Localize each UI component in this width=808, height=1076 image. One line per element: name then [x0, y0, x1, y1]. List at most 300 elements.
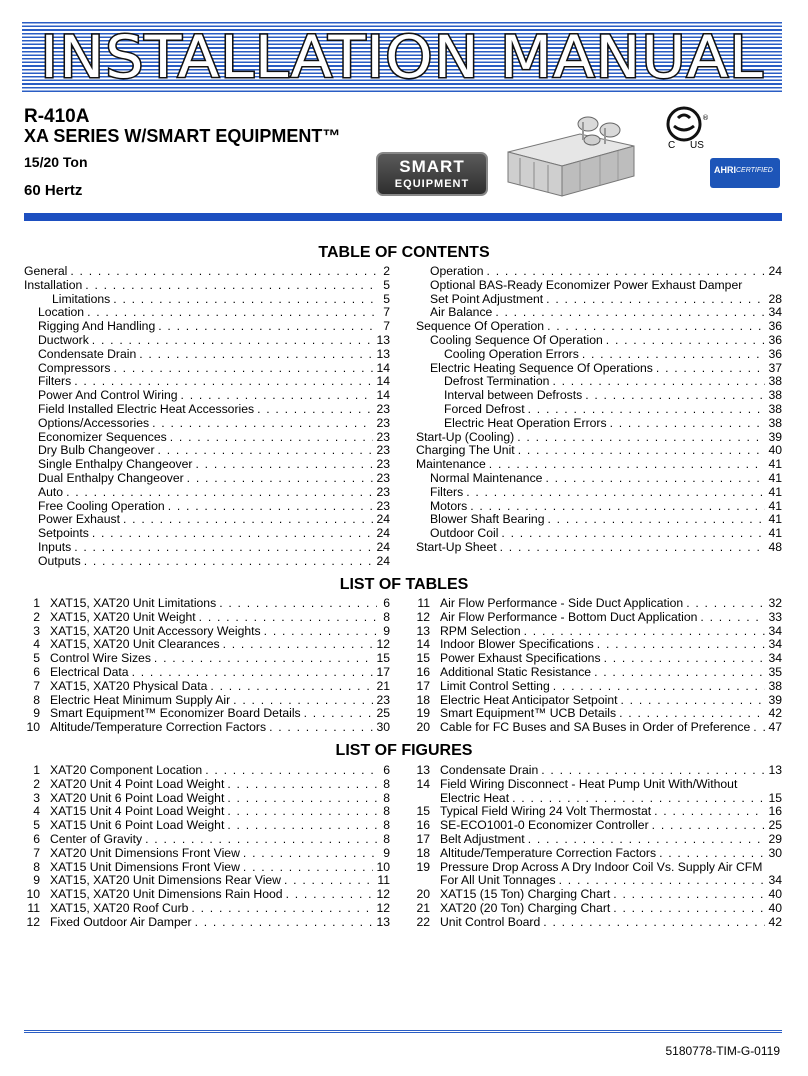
entry-page: 47	[768, 721, 782, 735]
entry-page: 39	[768, 430, 782, 444]
toc-right-column	[416, 265, 782, 555]
entry-page: 36	[768, 320, 782, 334]
dot-leader	[223, 638, 374, 652]
list-entry[interactable]	[24, 916, 390, 930]
dot-leader	[686, 597, 765, 611]
entry-text: Cooling Sequence Of Operation	[430, 333, 603, 347]
dot-leader	[187, 472, 374, 486]
entry-number: 16	[416, 665, 430, 679]
dot-leader	[113, 293, 377, 307]
entry-text: Electric Heat	[440, 791, 510, 805]
entry-text: Single Enthalpy Changeover	[38, 458, 193, 472]
dot-leader	[243, 861, 374, 875]
list-entry[interactable]	[24, 819, 390, 833]
dot-leader	[487, 265, 766, 279]
header-divider-bar	[24, 213, 782, 221]
smart-logo-line1: SMART	[399, 157, 465, 176]
entry-page: 24	[376, 527, 390, 541]
entry-page: 34	[768, 652, 782, 666]
toc-entry[interactable]	[24, 431, 390, 445]
ahri-certified-logo	[710, 158, 780, 188]
dot-leader	[227, 778, 377, 792]
dot-leader	[74, 375, 373, 389]
entry-text: Optional BAS-Ready Economizer Power Exhaust Damper	[430, 278, 743, 292]
entry-page: 41	[768, 513, 782, 527]
toc-entry[interactable]	[24, 265, 390, 279]
entry-page: 6	[383, 597, 390, 610]
dot-leader	[74, 541, 373, 555]
tables-right-column	[414, 597, 782, 735]
entry-page: 37	[768, 361, 782, 375]
list-entry[interactable]	[24, 611, 390, 625]
toc-entry[interactable]	[416, 513, 782, 527]
dot-leader	[205, 764, 377, 778]
entry-text: Charging The Unit	[416, 444, 515, 458]
list-entry[interactable]	[24, 888, 390, 902]
list-entry[interactable]	[414, 625, 782, 639]
entry-text: Air Flow Performance - Bottom Duct Application	[440, 610, 698, 624]
entry-text: Blower Shaft Bearing	[430, 513, 545, 527]
dot-leader	[84, 555, 374, 569]
toc-entry[interactable]	[416, 541, 782, 555]
entry-text: SE-ECO1001-0 Economizer Controller	[440, 819, 649, 833]
dot-leader	[543, 916, 765, 930]
list-entry[interactable]	[24, 847, 390, 861]
dot-leader	[613, 888, 765, 902]
dot-leader	[528, 403, 766, 417]
entry-text: Options/Accessories	[38, 416, 150, 430]
entry-page: 42	[768, 707, 782, 721]
toc-entry[interactable]	[416, 362, 782, 376]
dot-leader	[66, 486, 373, 500]
dot-leader	[501, 527, 765, 541]
dot-leader	[170, 431, 374, 445]
entry-text: Altitude/Temperature Correction Factors	[440, 846, 657, 860]
entry-page: 40	[768, 444, 782, 458]
list-entry[interactable]	[414, 721, 782, 735]
toc-entry[interactable]	[416, 348, 782, 362]
entry-page: 41	[768, 458, 782, 472]
entry-text: XAT15, XAT20 Unit Limitations	[50, 597, 217, 610]
list-entry[interactable]	[414, 916, 782, 930]
list-entry[interactable]	[24, 652, 390, 666]
dot-leader	[199, 611, 377, 625]
entry-number: 2	[33, 777, 40, 791]
entry-text: Interval between Defrosts	[444, 389, 583, 403]
toc-entry[interactable]	[416, 403, 782, 417]
entry-page: 41	[768, 485, 782, 499]
list-entry[interactable]	[24, 833, 390, 847]
series-title: XA SERIES W/SMART EQUIPMENT™	[24, 126, 341, 146]
entry-page: 23	[376, 430, 390, 444]
toc-entry[interactable]	[24, 306, 390, 320]
dot-leader	[269, 721, 373, 735]
toc-entry[interactable]	[24, 375, 390, 389]
toc-entry[interactable]	[24, 348, 390, 362]
entry-text: Normal Maintenance	[430, 471, 543, 485]
list-entry[interactable]	[24, 778, 390, 792]
toc-entry[interactable]	[416, 486, 782, 500]
entry-page: 25	[768, 819, 782, 833]
list-entry[interactable]	[414, 638, 782, 652]
entry-number: 15	[416, 805, 430, 819]
entry-page: 24	[376, 540, 390, 554]
list-entry[interactable]	[24, 764, 390, 778]
entry-text: Defrost Termination	[444, 375, 550, 389]
dot-leader	[145, 833, 377, 847]
entry-page: 38	[768, 416, 782, 430]
dot-leader	[85, 279, 377, 293]
entry-text: Limitations	[52, 292, 111, 306]
dot-leader	[597, 638, 766, 652]
dot-leader	[158, 320, 377, 334]
entry-page: 34	[768, 638, 782, 652]
entry-text: Outputs	[38, 554, 81, 568]
entry-text: Compressors	[38, 361, 111, 375]
toc-entry[interactable]	[24, 513, 390, 527]
dot-leader	[195, 458, 373, 472]
toc-entry[interactable]	[24, 320, 390, 334]
entry-page: 12	[376, 638, 390, 652]
csa-right-label: US	[690, 140, 704, 151]
toc-entry[interactable]	[24, 541, 390, 555]
toc-entry[interactable]	[416, 527, 782, 541]
dot-leader	[495, 306, 765, 320]
hertz-label: 60 Hertz	[24, 182, 83, 199]
entry-page: 2	[383, 265, 390, 278]
toc-entry[interactable]	[416, 389, 782, 403]
entry-text: Setpoints	[38, 527, 89, 541]
entry-number: 21	[416, 901, 430, 915]
entry-number: 1	[33, 597, 40, 610]
entry-page: 34	[768, 306, 782, 320]
entry-page: 5	[383, 278, 390, 292]
dot-leader	[528, 833, 766, 847]
toc-entry[interactable]	[24, 334, 390, 348]
entry-page: 13	[376, 333, 390, 347]
entry-page: 9	[383, 846, 390, 860]
list-entry[interactable]	[414, 819, 782, 833]
entry-text: Start-Up Sheet	[416, 540, 497, 554]
list-entry[interactable]	[24, 805, 390, 819]
list-entry[interactable]	[414, 611, 782, 625]
entry-text: XAT15, XAT20 Physical Data	[50, 679, 208, 693]
list-entry[interactable]	[24, 707, 390, 721]
entry-number: 16	[416, 819, 430, 833]
toc-entry[interactable]	[416, 500, 782, 514]
entry-page: 8	[383, 777, 390, 791]
dot-leader	[243, 847, 377, 861]
list-entry[interactable]	[414, 847, 782, 861]
toc-entry[interactable]	[24, 362, 390, 376]
entry-text: XAT20 Unit 6 Point Load Weight	[50, 791, 225, 805]
toc-entry[interactable]	[416, 444, 782, 458]
list-entry[interactable]	[414, 902, 782, 916]
list-entry[interactable]	[414, 597, 782, 611]
csa-seal-icon	[656, 106, 716, 158]
list-entry[interactable]	[24, 666, 390, 680]
tables-title: LIST OF TABLES	[339, 576, 469, 593]
list-entry[interactable]	[414, 874, 782, 888]
entry-page: 34	[768, 624, 782, 638]
entry-text: Electric Heat Operation Errors	[444, 416, 607, 430]
list-entry[interactable]	[414, 861, 782, 875]
entry-page: 21	[376, 679, 390, 693]
dot-leader	[582, 348, 766, 362]
list-entry[interactable]	[24, 902, 390, 916]
dot-leader	[524, 625, 766, 639]
entry-text: Power Exhaust Specifications	[440, 652, 601, 666]
entry-page: 7	[383, 306, 390, 320]
tables-left-column	[24, 597, 390, 735]
entry-text: XAT20 Unit Dimensions Front View	[50, 846, 240, 860]
list-entry[interactable]	[24, 638, 390, 652]
dot-leader	[286, 888, 374, 902]
dot-leader	[158, 444, 374, 458]
entry-text: XAT15, XAT20 Unit Weight	[50, 610, 196, 624]
list-entry[interactable]	[24, 694, 390, 708]
entry-text: Belt Adjustment	[440, 832, 525, 846]
dot-leader	[552, 375, 765, 389]
smart-logo-line2: EQUIPMENT	[394, 178, 470, 190]
toc-entry[interactable]	[416, 472, 782, 486]
list-entry[interactable]	[24, 874, 390, 888]
dot-leader	[87, 306, 377, 320]
toc-title: TABLE OF CONTENTS	[318, 244, 490, 261]
dot-leader	[92, 334, 374, 348]
entry-page: 25	[376, 707, 390, 721]
entry-text: Field Installed Electric Heat Accessories	[38, 402, 255, 416]
entry-number: 11	[417, 597, 430, 610]
entry-text: RPM Selection	[440, 624, 521, 638]
entry-page: 15	[376, 652, 390, 666]
entry-text: Field Wiring Disconnect - Heat Pump Unit With/Without	[440, 777, 738, 791]
title-banner	[22, 22, 782, 92]
entry-page: 8	[383, 610, 390, 624]
entry-number: 4	[33, 805, 40, 819]
dot-leader	[621, 694, 766, 708]
toc-entry[interactable]	[416, 279, 782, 293]
dot-leader	[613, 902, 765, 916]
dot-leader	[517, 431, 765, 445]
entry-number: 1	[33, 764, 40, 777]
dot-leader	[594, 666, 765, 680]
entry-number: 18	[416, 846, 430, 860]
toc-entry[interactable]	[24, 403, 390, 417]
toc-entry[interactable]	[24, 472, 390, 486]
entry-page: 6	[383, 764, 390, 777]
entry-page: 33	[768, 610, 782, 624]
entry-number: 10	[26, 721, 40, 735]
dot-leader	[113, 362, 373, 376]
toc-entry[interactable]	[416, 334, 782, 348]
entry-page: 32	[768, 597, 782, 610]
entry-text: XAT15, XAT20 Unit Dimensions Rain Hood	[50, 888, 283, 902]
entry-text: Installation	[24, 278, 83, 292]
dot-leader	[548, 513, 766, 527]
entry-text: Condensate Drain	[440, 764, 539, 777]
dot-leader	[154, 652, 374, 666]
list-entry[interactable]	[414, 833, 782, 847]
dot-leader	[219, 597, 377, 611]
entry-text: Filters	[430, 485, 464, 499]
list-entry[interactable]	[414, 707, 782, 721]
entry-page: 36	[768, 347, 782, 361]
ahri-mark: AHRI	[714, 165, 736, 175]
manual-title: INSTALLATION MANUAL	[40, 23, 764, 91]
entry-number: 4	[33, 638, 40, 652]
dot-leader	[168, 500, 374, 514]
entry-text: Filters	[38, 375, 72, 389]
entry-page: 41	[768, 471, 782, 485]
entry-number: 9	[33, 707, 40, 721]
entry-text: Cable for FC Buses and SA Buses in Order of Preference	[440, 721, 751, 735]
entry-number: 5	[33, 652, 40, 666]
list-entry[interactable]	[24, 861, 390, 875]
list-entry[interactable]	[414, 888, 782, 902]
list-entry[interactable]	[414, 666, 782, 680]
entry-number: 13	[416, 624, 430, 638]
entry-page: 28	[768, 292, 782, 306]
toc-entry[interactable]	[416, 458, 782, 472]
entry-page: 34	[768, 874, 782, 888]
entry-text: Electric Heat Anticipator Setpoint	[440, 693, 618, 707]
list-entry[interactable]	[24, 721, 390, 735]
entry-number: 10	[26, 888, 40, 902]
entry-page: 40	[768, 888, 782, 902]
entry-page: 16	[768, 805, 782, 819]
entry-text: Electrical Data	[50, 665, 129, 679]
entry-page: 5	[383, 292, 390, 306]
entry-page: 38	[768, 375, 782, 389]
toc-entry[interactable]	[416, 293, 782, 307]
toc-entry[interactable]	[416, 306, 782, 320]
entry-text: Set Point Adjustment	[430, 292, 544, 306]
toc-entry[interactable]	[24, 444, 390, 458]
toc-entry[interactable]	[24, 527, 390, 541]
list-entry[interactable]	[414, 792, 782, 806]
entry-number: 19	[416, 707, 430, 721]
toc-entry[interactable]	[416, 375, 782, 389]
entry-text: Free Cooling Operation	[38, 499, 165, 513]
list-entry[interactable]	[24, 792, 390, 806]
entry-number: 12	[26, 915, 40, 929]
list-entry[interactable]	[414, 764, 782, 778]
dot-leader	[92, 527, 374, 541]
list-entry[interactable]	[414, 652, 782, 666]
list-entry[interactable]	[24, 625, 390, 639]
entry-page: 7	[383, 320, 390, 334]
list-entry[interactable]	[414, 805, 782, 819]
entry-text: XAT20 Unit 4 Point Load Weight	[50, 777, 225, 791]
entry-number: 12	[416, 610, 430, 624]
dot-leader	[466, 486, 765, 500]
entry-text: Smart Equipment™ UCB Details	[440, 707, 617, 721]
entry-text: Limit Control Setting	[440, 679, 550, 693]
entry-number: 5	[33, 819, 40, 833]
entry-page: 41	[768, 527, 782, 541]
entry-page: 12	[376, 901, 390, 915]
toc-entry[interactable]	[24, 293, 390, 307]
entry-page: 8	[383, 805, 390, 819]
entry-text: General	[24, 265, 68, 278]
entry-text: XAT15, XAT20 Unit Clearances	[50, 638, 220, 652]
dot-leader	[195, 916, 374, 930]
list-entry[interactable]	[414, 694, 782, 708]
toc-entry[interactable]	[416, 417, 782, 431]
entry-number: 22	[416, 915, 430, 929]
dot-leader	[610, 417, 766, 431]
entry-page: 48	[768, 540, 782, 554]
entry-text: Pressure Drop Across A Dry Indoor Coil Vs. Supply Air CFM	[440, 860, 763, 874]
toc-entry[interactable]	[24, 417, 390, 431]
entry-text: For All Unit Tonnages	[440, 874, 556, 888]
dot-leader	[585, 389, 765, 403]
entry-text: XAT15 Unit 6 Point Load Weight	[50, 819, 225, 833]
svg-text:®: ®	[702, 114, 709, 122]
toc-entry[interactable]	[416, 431, 782, 445]
toc-entry[interactable]	[24, 279, 390, 293]
entry-number: 13	[416, 764, 430, 777]
list-entry[interactable]	[414, 680, 782, 694]
entry-page: 9	[383, 624, 390, 638]
entry-page: 15	[768, 791, 782, 805]
dot-leader	[559, 874, 766, 888]
list-entry[interactable]	[414, 778, 782, 792]
entry-page: 40	[768, 901, 782, 915]
dot-leader	[70, 265, 377, 279]
dot-leader	[257, 403, 373, 417]
dot-leader	[233, 694, 373, 708]
dot-leader	[152, 417, 373, 431]
entry-text: Maintenance	[416, 458, 486, 472]
entry-text: XAT20 Component Location	[50, 764, 203, 777]
dot-leader	[227, 819, 377, 833]
entry-page: 8	[383, 819, 390, 833]
dot-leader	[518, 444, 766, 458]
toc-entry[interactable]	[24, 458, 390, 472]
entry-page: 23	[376, 693, 390, 707]
entry-page: 13	[376, 347, 390, 361]
entry-page: 24	[376, 513, 390, 527]
list-entry[interactable]	[24, 597, 390, 611]
dot-leader	[227, 805, 377, 819]
entry-page: 23	[376, 471, 390, 485]
tonnage-label: 15/20 Ton	[24, 154, 88, 170]
dot-leader	[500, 541, 766, 555]
toc-entry[interactable]	[24, 555, 390, 569]
dot-leader	[210, 680, 373, 694]
dot-leader	[652, 819, 766, 833]
entry-number: 3	[33, 791, 40, 805]
toc-entry[interactable]	[24, 500, 390, 514]
toc-entry[interactable]	[416, 265, 782, 279]
figures-left-column	[24, 764, 390, 930]
csa-left-label: C	[668, 140, 676, 151]
figures-right-column	[414, 764, 782, 930]
dot-leader	[191, 902, 373, 916]
toc-entry[interactable]	[24, 486, 390, 500]
toc-entry[interactable]	[416, 320, 782, 334]
entry-page: 23	[376, 499, 390, 513]
entry-page: 36	[768, 333, 782, 347]
entry-page: 14	[376, 361, 390, 375]
entry-page: 8	[383, 832, 390, 846]
toc-entry[interactable]	[24, 389, 390, 403]
list-entry[interactable]	[24, 680, 390, 694]
entry-text: Power Exhaust	[38, 513, 120, 527]
entry-page: 23	[376, 402, 390, 416]
